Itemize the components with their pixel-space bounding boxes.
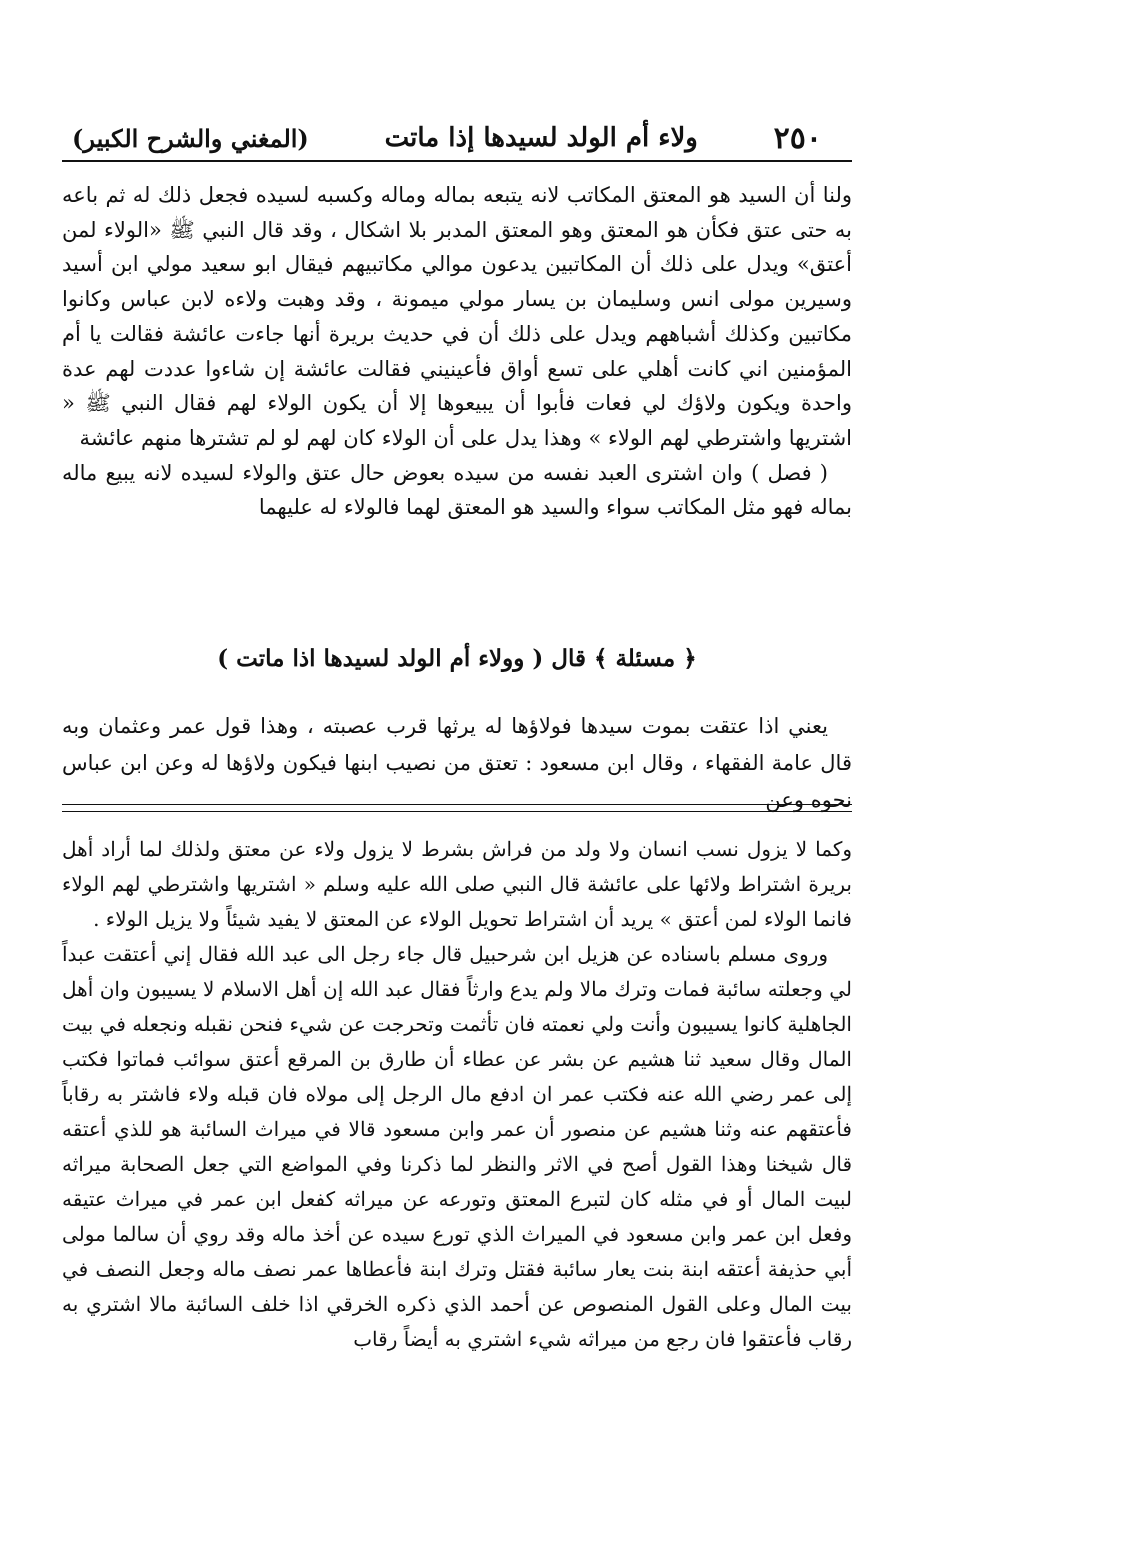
page-header — [62, 118, 852, 158]
commentary-paragraph: وكما لا يزول نسب انسان ولا ولد من فراش بشرط لا يزول ولاء عن معتق ولذلك لما أراد أهل بريرة اشتراط ولائها على عائشة قال النبي صلى الله عليه وسلم « اشتريها واشترطي لهم الولاء فانما الولاء لمن أعتق » يريد أن اشتراط تحويل الولاء عن المعتق لا يفيد شيئاً ولا يزيل الولاء . — [62, 837, 852, 931]
commentary-text — [62, 832, 852, 1357]
divider-rule-bottom — [62, 811, 852, 812]
running-title: ولاء أم الولد لسيدها إذا ماتت — [384, 123, 698, 153]
fasl-paragraph: ( فصل ) وان اشترى العبد نفسه من سيده بعوض حال عتق والولاء لسيده لانه يبيع ماله بماله فهو مثل المكاتب سواء والسيد هو المعتق لهما فالولاء له عليهما — [62, 460, 852, 520]
header-rule — [62, 160, 852, 162]
main-text — [62, 178, 852, 525]
divider-rule-top — [62, 804, 852, 805]
book-title: (المغني والشرح الكبير) — [72, 123, 309, 153]
masala-paragraph: يعني اذا عتقت بموت سيدها فولاؤها له يرثها قرب عصبته ، وهذا قول عمر وعثمان وبه قال عامة الفقهاء ، وقال ابن مسعود : تعتق من نصيب ابنها فيكون ولاؤها له وعن ابن عباس نحوه وعن — [62, 714, 852, 812]
masala-text — [62, 708, 852, 819]
page-number: ٢٥٠ — [773, 120, 822, 156]
main-paragraph: ولنا أن السيد هو المعتق المكاتب لانه يتبعه بماله وماله وكسبه لسيده فجعل ذلك له ثم باعه به حتى عتق فكأن هو المعتق وهو المعتق المدبر بلا اشكال ، وقد قال النبي ﷺ «الولاء لمن أعتق» ويدل على ذلك أن المكاتبين يدعون موالي مكاتبيهم فيقال ابو سعيد مولي ابن أسيد وسيرين مولى انس وسليمان بن يسار مولي ميمونة ، وقد وهبت ولاءه لابن عباس وكانوا مكاتبين وكذلك أشباههم ويدل على ذلك أن في حديث بريرة أنها جاءت عائشة فقالت يا أم المؤمنين اني كانت أهلي على تسع أواق فأعينيني فقالت عائشة إن شاءوا عددت لهم عدة واحدة ويكون ولاؤك لي فعات فأبوا أن يبيعوها إلا أن يكون الولاء لهم فقال النبي ﷺ « اشتريها واشترطي لهم الولاء » وهذا يدل على أن الولاء كان لهم لو لم تشترها منهم عائشة — [62, 183, 852, 450]
commentary-paragraph: وروى مسلم باسناده عن هزيل ابن شرحبيل قال جاء رجل الى عبد الله فقال إني أعتقت عبداً لي وجعلته سائبة فمات وترك مالا ولم يدع وارثاً فقال عبد الله إن أهل الاسلام لا يسيبون وان أهل الجاهلية كانوا يسيبون وأنت ولي نعمته فان تأثمت وتحرجت عن شيء فنحن نقبله ونجعله في بيت المال وقال سعيد ثنا هشيم عن بشر عن عطاء أن طارق بن المرقع أعتق سوائب فماتوا فكتب إلى عمر رضي الله عنه فكتب عمر ان ادفع مال الرجل إلى مولاه فان قبله ولاء فاشتر به رقاباً فأعتقهم عنه وثنا هشيم عن منصور أن عمر وابن مسعود قالا في ميراث السائبة هو للذي أعتقه قال شيخنا وهذا القول أصح في الاثر والنظر لما ذكرنا وفي المواضع التي جعل الصحابة ميراثه لبيت المال أو في مثله كان لتبرع المعتق وتورعه عن ميراثه كفعل ابن عمر في ميراث عتيقه وفعل ابن عمر وابن مسعود في الميراث الذي تورع سيده عن أخذ ماله وقد روي أن سالما مولى أبي حذيفة أعتقه ابنة بنت يعار سائبة فقتل وترك ابنة فأعطاها عمر نصف ماله وجعل النصف في بيت المال وعلى القول المنصوص عن أحمد الذي ذكره الخرقي اذا خلف السائبة مالا اشتري به رقاب فأعتقوا فان رجع من ميراثه شيء اشتري به أيضاً رقاب — [62, 942, 852, 1351]
masala-heading: ﴿ مسئلة ﴾ قال ( وولاء أم الولد لسيدها اذا ماتت ) — [217, 645, 697, 672]
